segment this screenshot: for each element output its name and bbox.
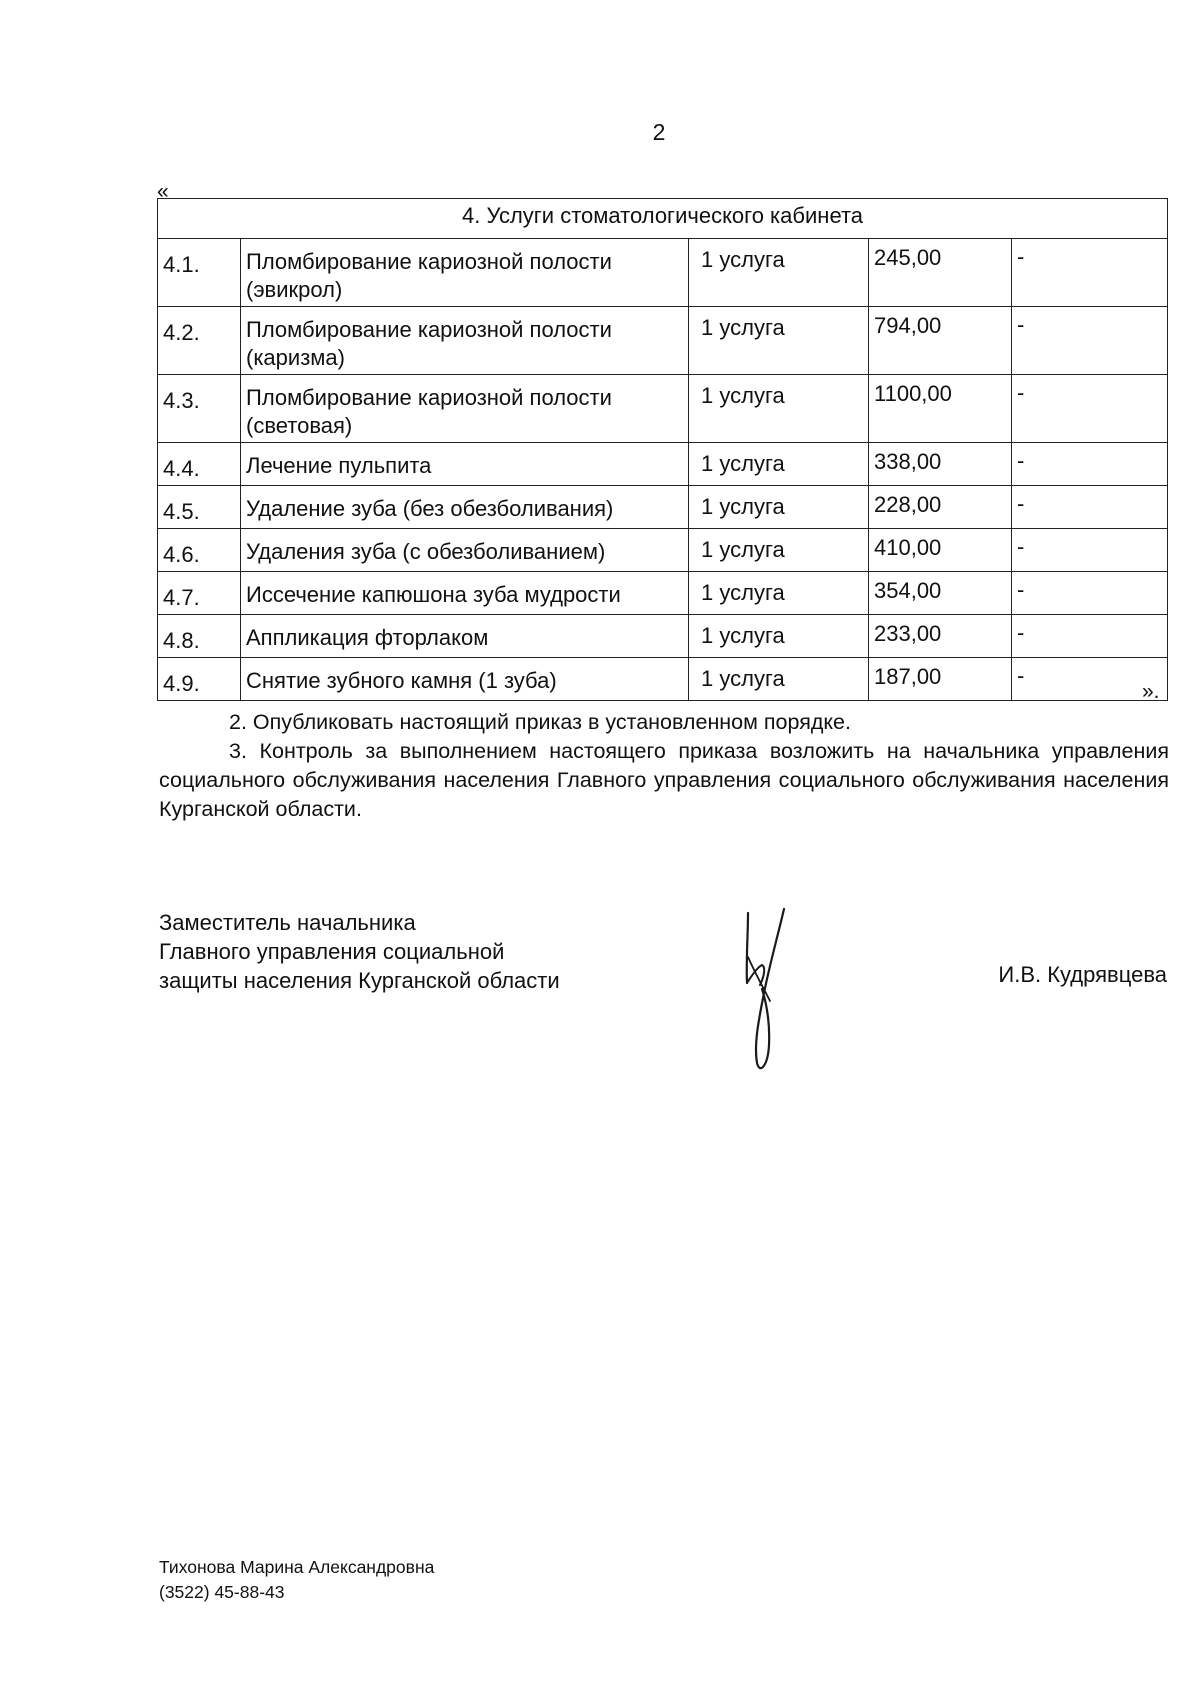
service-extra: - <box>1012 486 1168 529</box>
executor-block <box>159 1555 434 1605</box>
service-extra: - <box>1012 572 1168 615</box>
service-unit: 1 услуга <box>689 529 869 572</box>
signer-title-line: Заместитель начальника <box>159 910 416 935</box>
row-number: 4.1. <box>158 239 241 307</box>
signer-title-line: защиты населения Курганской области <box>159 968 560 993</box>
service-unit: 1 услуга <box>689 239 869 307</box>
table-row <box>158 658 1168 701</box>
service-price: 410,00 <box>869 529 1012 572</box>
service-unit: 1 услуга <box>689 307 869 375</box>
service-unit: 1 услуга <box>689 375 869 443</box>
row-number: 4.2. <box>158 307 241 375</box>
service-unit: 1 услуга <box>689 572 869 615</box>
section-title: 4. Услуги стоматологического кабинета <box>158 199 1168 239</box>
service-extra: - <box>1012 307 1168 375</box>
service-price: 338,00 <box>869 443 1012 486</box>
service-price: 187,00 <box>869 658 1012 701</box>
table-row <box>158 375 1168 443</box>
executor-name: Тихонова Марина Александровна <box>159 1557 435 1577</box>
row-number: 4.9. <box>158 658 241 701</box>
table-row <box>158 529 1168 572</box>
service-name: Пломбирование кариозной полости (световая) <box>241 375 689 443</box>
row-number: 4.4. <box>158 443 241 486</box>
service-extra: - <box>1012 375 1168 443</box>
service-price: 1100,00 <box>869 375 1012 443</box>
service-price: 794,00 <box>869 307 1012 375</box>
service-name: Снятие зубного камня (1 зуба) <box>241 658 689 701</box>
service-unit: 1 услуга <box>689 443 869 486</box>
table-row <box>158 239 1168 307</box>
executor-phone: (3522) 45-88-43 <box>159 1582 285 1602</box>
service-name: Пломбирование кариозной полости (эвикрол) <box>241 239 689 307</box>
table-section-header-row <box>158 199 1168 239</box>
row-number: 4.6. <box>158 529 241 572</box>
service-name: Удаление зуба (без обезболивания) <box>241 486 689 529</box>
service-name: Лечение пульпита <box>241 443 689 486</box>
service-price: 233,00 <box>869 615 1012 658</box>
service-price: 228,00 <box>869 486 1012 529</box>
page-number: 2 <box>652 119 666 145</box>
handwritten-signature <box>740 905 800 1075</box>
table-row <box>158 307 1168 375</box>
service-extra: - <box>1012 658 1168 701</box>
signer-title-line: Главного управления социальной <box>159 939 505 964</box>
row-number: 4.5. <box>158 486 241 529</box>
table-row <box>158 572 1168 615</box>
service-price: 354,00 <box>869 572 1012 615</box>
service-extra: - <box>1012 529 1168 572</box>
service-extra: - <box>1012 443 1168 486</box>
service-unit: 1 услуга <box>689 658 869 701</box>
row-number: 4.8. <box>158 615 241 658</box>
services-table <box>157 198 1168 701</box>
service-name: Аппликация фторлаком <box>241 615 689 658</box>
service-extra: - <box>1012 615 1168 658</box>
service-name: Иссечение капюшона зуба мудрости <box>241 572 689 615</box>
row-number: 4.3. <box>158 375 241 443</box>
order-text <box>159 708 1169 824</box>
paragraph-control: 3. Контроль за выполнением настоящего приказа возложить на начальника управления социального обслуживания населения Главного управления социального обслуживания населения Курганской области. <box>159 739 1169 821</box>
service-price: 245,00 <box>869 239 1012 307</box>
service-name: Удаления зуба (с обезболиванием) <box>241 529 689 572</box>
table-row <box>158 443 1168 486</box>
signer-name: И.В. Кудрявцева <box>998 962 1167 987</box>
service-name: Пломбирование кариозной полости (каризма) <box>241 307 689 375</box>
paragraph-publish: 2. Опубликовать настоящий приказ в установленном порядке. <box>229 710 851 734</box>
closing-quote: ». <box>1142 680 1160 703</box>
table-row <box>158 615 1168 658</box>
signer-title <box>159 908 560 995</box>
table-row <box>158 486 1168 529</box>
service-extra: - <box>1012 239 1168 307</box>
service-unit: 1 услуга <box>689 486 869 529</box>
service-unit: 1 услуга <box>689 615 869 658</box>
opening-quote: « <box>157 180 169 203</box>
row-number: 4.7. <box>158 572 241 615</box>
